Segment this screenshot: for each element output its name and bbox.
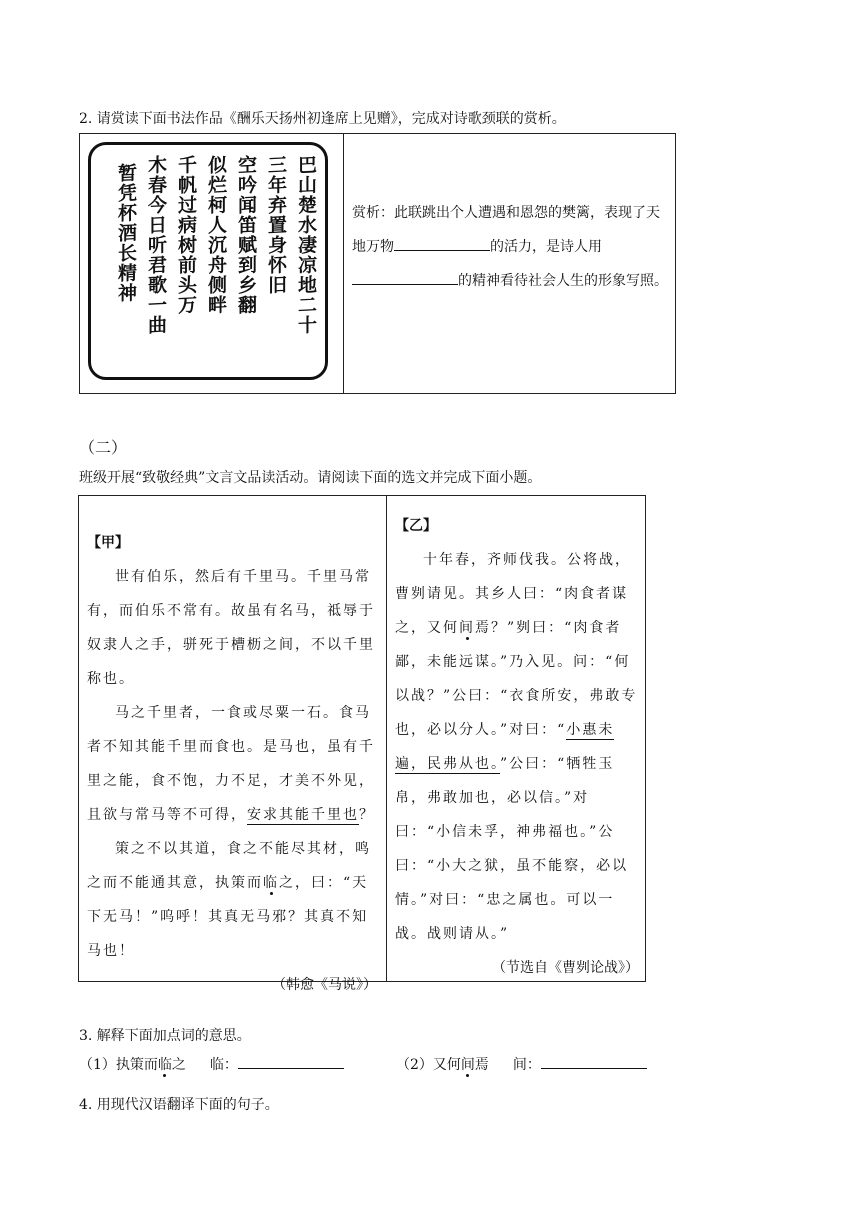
- jia-paragraph-2: 马之千里者，一食或尽粟一石。食马者不知其能千里而食也。是马也，虽有千里之能，食不饱，力不足，才美不外见，且欲与常马等不可得，安求其能千里也？: [87, 705, 375, 823]
- table-divider: [386, 496, 387, 981]
- question-2-prompt: 2. 请赏读下面书法作品《酬乐天扬州初逢席上见赠》，完成对诗歌颈联的赏析。: [79, 111, 566, 127]
- fill-blank-1[interactable]: [394, 235, 490, 251]
- appreciation-part-1: 赏析：此联跳出个人遭遇和恩怨的樊篱，表现了天地万物: [352, 205, 660, 255]
- appreciation-text: [352, 196, 672, 298]
- fill-blank-2[interactable]: [352, 269, 458, 285]
- calligraphy-column: 三年弃置身怀旧: [265, 154, 287, 296]
- calligraphy-column: 空吟闻笛赋到乡翻: [235, 154, 257, 316]
- jia-paragraph-3: 策之不以其道，食之不能尽其材，鸣之而不能通其意，执策而临之，曰：“天下无马！”呜呼！其真无马邪？其真不知马也！: [87, 841, 371, 959]
- jia-source: （韩愈《马说》）: [272, 977, 377, 993]
- underlined-sentence: 安求其能千里也: [247, 807, 359, 823]
- text-jia: [87, 526, 377, 1002]
- calligraphy-column: 暂凭杯酒长精神: [115, 162, 137, 304]
- question-3-prompt: 3. 解释下面加点词的意思。: [79, 1028, 251, 1044]
- calligraphy-table: [79, 133, 676, 394]
- calligraphy-artwork: [88, 142, 328, 380]
- question-4-prompt: 4. 用现代汉语翻译下面的句子。: [79, 1097, 279, 1113]
- text-yi: [395, 509, 639, 985]
- yi-paragraph: 十年春，齐师伐我。公将战，曹刿请见。其乡人曰：“肉食者谋之，又何间焉？”刿曰：“肉食者鄙，未能远谋。”乃入见。问：“何以战？”公曰：“衣食所安，弗敢专也，必以分人。”对曰：“小惠未遍，民弗从也。”公曰：“牺牲玉帛，弗敢加也，必以信。”对曰：“小信未孚，神弗福也。”公曰：“小大之狱，虽不能察，必以情。”对曰：“忠之属也。可以一战。战则请从。”: [395, 552, 638, 942]
- dotted-word: 临: [157, 1057, 172, 1073]
- dotted-word: 间: [460, 1057, 475, 1073]
- underlined-sentence: 小惠未遍，民弗从也。: [395, 722, 615, 772]
- yi-tag: 【乙】: [395, 518, 437, 534]
- calligraphy-column: 千帆过病树前头万: [175, 154, 197, 316]
- appreciation-part-2: 的活力，是诗人用: [490, 239, 602, 255]
- jia-paragraph-1: 世有伯乐，然后有千里马。千里马常有，而伯乐不常有。故虽有名马，祗辱于奴隶人之手，骈死于槽枥之间，不以千里称也。: [87, 569, 375, 687]
- dotted-word: 间: [459, 620, 475, 636]
- calligraphy-column: 似烂柯人沉舟侧畔: [205, 154, 227, 316]
- classical-text-table: [78, 495, 646, 993]
- jia-tag: 【甲】: [87, 535, 129, 551]
- yi-source: （节选自《曹刿论战》）: [492, 960, 639, 976]
- calligraphy-column: 木春今日听君歌一曲: [145, 154, 167, 336]
- appreciation-part-3: 的精神看待社会人生的形象写照。: [458, 273, 668, 289]
- question-3-item-2: （2）又何间焉 间：: [396, 1054, 647, 1074]
- table-divider: [343, 134, 344, 393]
- section-intro: 班级开展“致敬经典”文言文品读活动。请阅读下面的选文并完成下面小题。: [79, 470, 542, 486]
- answer-blank-2[interactable]: [541, 1054, 647, 1069]
- answer-blank-1[interactable]: [238, 1054, 344, 1069]
- dotted-word: 临: [263, 875, 279, 891]
- question-3-item-1: （1）执策而临之 临：: [79, 1054, 344, 1074]
- section-title: （二）: [79, 438, 128, 457]
- calligraphy-column: 巴山楚水凄凉地二十: [295, 154, 317, 336]
